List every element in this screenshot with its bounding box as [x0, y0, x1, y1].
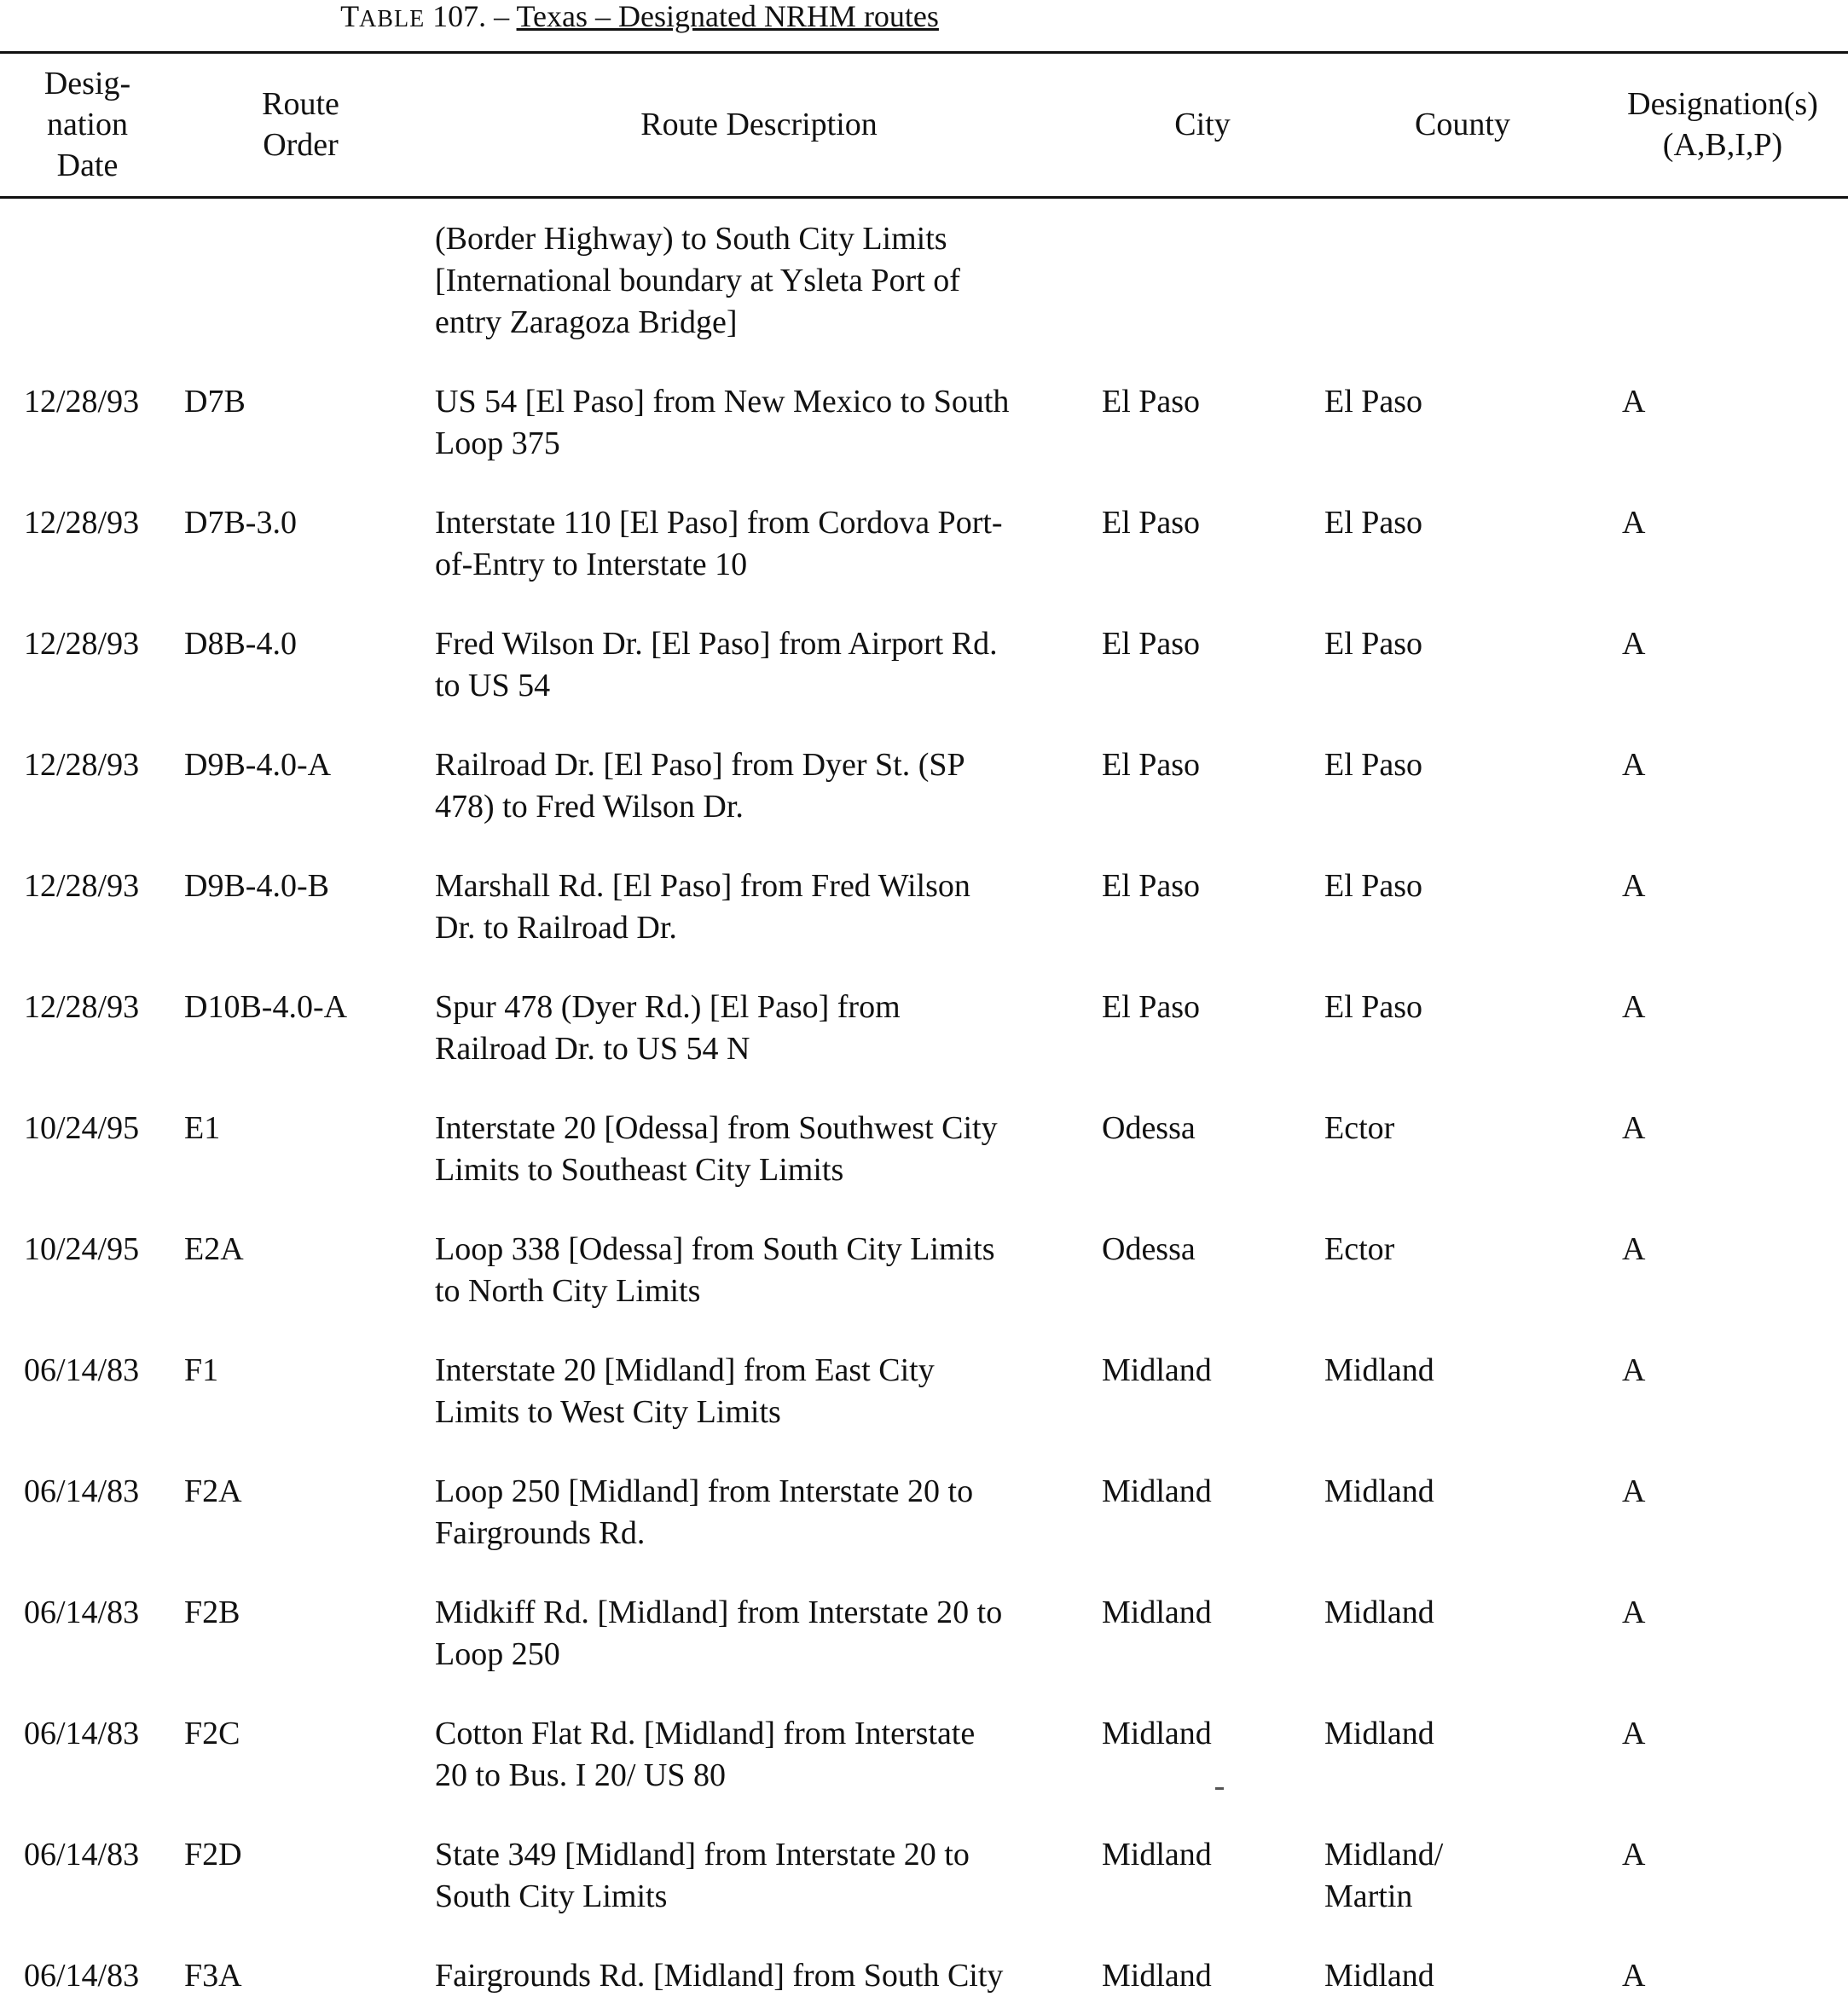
cell-county: Midland — [1324, 1716, 1434, 1751]
cell-route-description: Fairgrounds Rd. [Midland] from South City — [435, 1958, 1004, 1994]
cell-city: Odessa — [1102, 1110, 1196, 1146]
cell-date: 12/28/93 — [24, 626, 140, 662]
cell-designation: A — [1622, 1473, 1646, 1509]
header-route-description: Route Description — [640, 107, 878, 142]
cell-route-order: D7B — [184, 384, 246, 420]
cell-designation: A — [1622, 384, 1646, 420]
header-designation-date: Desig- nation Date — [43, 66, 131, 183]
cell-date: 06/14/83 — [24, 1837, 140, 1873]
cell-county: El Paso — [1324, 747, 1423, 783]
cell-designation: A — [1622, 989, 1646, 1025]
header-rule — [0, 196, 1848, 199]
cell-designation: A — [1622, 747, 1646, 783]
cell-county: El Paso — [1324, 989, 1423, 1025]
cell-city: Midland — [1102, 1473, 1212, 1509]
cell-city: Odessa — [1102, 1231, 1196, 1267]
cell-route-order: D9B-4.0-B — [184, 868, 329, 904]
cell-designation: A — [1622, 1352, 1646, 1388]
cell-designation: A — [1622, 1958, 1646, 1994]
cell-route-order: F2C — [184, 1716, 240, 1751]
cell-route-description: Loop 250 [Midland] from Interstate 20 to Fairgrounds Rd. — [435, 1473, 974, 1551]
cell-designation: A — [1622, 505, 1646, 541]
cell-county: El Paso — [1324, 868, 1423, 904]
header-route-order: Route Order — [262, 86, 339, 163]
cell-route-order: E1 — [184, 1110, 221, 1146]
cell-route-description: Spur 478 (Dyer Rd.) [El Paso] from Railroad Dr. to US 54 N — [435, 989, 901, 1067]
cell-designation: A — [1622, 1716, 1646, 1751]
cell-date: 10/24/95 — [24, 1110, 140, 1146]
cell-county: Ector — [1324, 1110, 1395, 1146]
cell-route-order: F2A — [184, 1473, 242, 1509]
cell-date: 06/14/83 — [24, 1595, 140, 1630]
cell-city: El Paso — [1102, 989, 1201, 1025]
cell-city: El Paso — [1102, 505, 1201, 541]
caption-number: 107. – — [425, 0, 517, 33]
cell-designation: A — [1622, 868, 1646, 904]
cell-date: 12/28/93 — [24, 747, 140, 783]
cell-county: Midland — [1324, 1473, 1434, 1509]
cell-city: El Paso — [1102, 868, 1201, 904]
header-designations: Designation(s) (A,B,I,P) — [1627, 86, 1818, 163]
cell-city: El Paso — [1102, 626, 1201, 662]
cell-route-description: Midkiff Rd. [Midland] from Interstate 20 to Loop 250 — [435, 1595, 1003, 1672]
cell-county: Midland/ Martin — [1324, 1837, 1444, 1914]
cell-date: 06/14/83 — [24, 1352, 140, 1388]
cell-date: 12/28/93 — [24, 384, 140, 420]
cell-date: 12/28/93 — [24, 505, 140, 541]
cell-route-order: F1 — [184, 1352, 219, 1388]
cell-county: El Paso — [1324, 626, 1423, 662]
caption-label-rest: ABLE — [359, 6, 426, 32]
cell-route-description: Loop 338 [Odessa] from South City Limits to North City Limits — [435, 1231, 995, 1309]
header-county: County — [1415, 107, 1510, 142]
cell-designation: A — [1622, 1231, 1646, 1267]
cell-city: El Paso — [1102, 384, 1201, 420]
cell-county: Midland — [1324, 1958, 1434, 1994]
cell-county: El Paso — [1324, 505, 1423, 541]
cell-route-order: F2D — [184, 1837, 242, 1873]
cell-county: El Paso — [1324, 384, 1423, 420]
cell-city: Midland — [1102, 1716, 1212, 1751]
cell-county: Midland — [1324, 1595, 1434, 1630]
cell-date: 12/28/93 — [24, 989, 140, 1025]
cell-route-description: State 349 [Midland] from Interstate 20 to South City Limits — [435, 1837, 970, 1914]
cell-county: Ector — [1324, 1231, 1395, 1267]
cell-date: 06/14/83 — [24, 1473, 140, 1509]
cell-city: Midland — [1102, 1352, 1212, 1388]
cell-designation: A — [1622, 1837, 1646, 1873]
table-caption — [0, 0, 1279, 34]
cell-designation: A — [1622, 1110, 1646, 1146]
cell-route-description: Interstate 110 [El Paso] from Cordova Port- of-Entry to Interstate 10 — [435, 505, 1003, 582]
cell-route-description: Interstate 20 [Odessa] from Southwest City Limits to Southeast City Limits — [435, 1110, 998, 1188]
cell-route-description: US 54 [El Paso] from New Mexico to South Loop 375 — [435, 384, 1010, 461]
cell-route-description: Marshall Rd. [El Paso] from Fred Wilson Dr. to Railroad Dr. — [435, 868, 970, 946]
cell-date: 10/24/95 — [24, 1231, 140, 1267]
header-city: City — [1174, 107, 1231, 142]
cell-date: 06/14/83 — [24, 1716, 140, 1751]
cell-county: Midland — [1324, 1352, 1434, 1388]
cell-route-order: E2A — [184, 1231, 244, 1267]
cell-designation: A — [1622, 1595, 1646, 1630]
cell-route-description: Railroad Dr. [El Paso] from Dyer St. (SP 478) to Fred Wilson Dr. — [435, 747, 965, 825]
cell-city: El Paso — [1102, 747, 1201, 783]
cell-city: Midland — [1102, 1595, 1212, 1630]
cell-route-order: F3A — [184, 1958, 242, 1994]
cell-route-order: D10B-4.0-A — [184, 989, 348, 1025]
cell-city: Midland — [1102, 1837, 1212, 1873]
cell-city: Midland — [1102, 1958, 1212, 1994]
cell-route-description: Interstate 20 [Midland] from East City Limits to West City Limits — [435, 1352, 935, 1430]
cell-route-order: D9B-4.0-A — [184, 747, 332, 783]
cell-date: 06/14/83 — [24, 1958, 140, 1994]
caption-title: Texas – Designated NRHM routes — [516, 0, 939, 33]
cell-route-description: (Border Highway) to South City Limits [International boundary at Ysleta Port of entry Zaragoza Bridge] — [435, 221, 960, 340]
cell-date: 12/28/93 — [24, 868, 140, 904]
cell-route-description: Cotton Flat Rd. [Midland] from Interstate 20 to Bus. I 20/ US 80 — [435, 1716, 976, 1793]
cell-route-order: D8B-4.0 — [184, 626, 297, 662]
caption-label-first: T — [340, 0, 360, 33]
cell-designation: A — [1622, 626, 1646, 662]
cell-route-order: F2B — [184, 1595, 240, 1630]
scan-speck — [1215, 1787, 1224, 1790]
cell-route-description: Fred Wilson Dr. [El Paso] from Airport Rd. to US 54 — [435, 626, 998, 703]
cell-route-order: D7B-3.0 — [184, 505, 297, 541]
